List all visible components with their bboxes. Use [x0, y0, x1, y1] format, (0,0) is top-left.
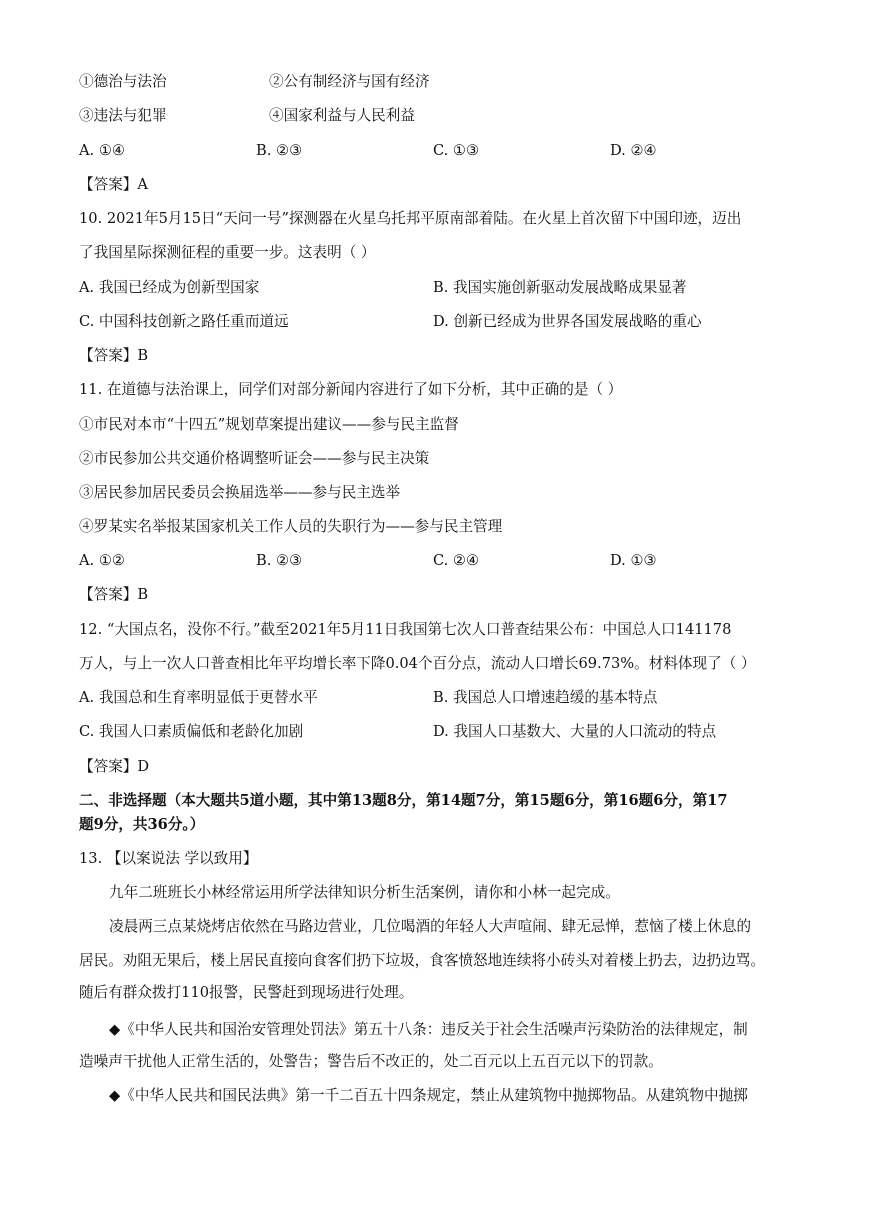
- item-3: ③违法与犯罪: [79, 107, 167, 124]
- q11-item-2: ②市民参加公共交通价格调整听证会——参与民主决策: [79, 450, 430, 467]
- item-2: ②公有制经济与国有经济: [269, 73, 430, 90]
- q13-case-line1: 凌晨两三点某烧烤店依然在马路边营业，几位喝酒的年轻人大声喧闹、肆无忌惮，惹恼了楼上休息的: [109, 918, 752, 935]
- q12-option-a: A. 我国总和生育率明显低于更替水平: [79, 689, 318, 706]
- q11-item-4: ④罗某实名举报某国家机关工作人员的失职行为——参与民主管理: [79, 518, 503, 535]
- q13-title: 13. 【以案说法 学以致用】: [79, 850, 258, 867]
- q9-option-c: C. ①③: [433, 142, 480, 159]
- q12-stem-line2: 万人，与上一次人口普查相比年平均增长率下降0.04个百分点，流动人口增长69.73%。材料体现了（ ）: [79, 655, 756, 672]
- q11-option-a: A. ①②: [79, 552, 125, 569]
- q10-answer: 【答案】B: [79, 347, 149, 364]
- q13-law1-line1: ◆《中华人民共和国治安管理处罚法》第五十八条：违反关于社会生活噪声污染防治的法律规定，制: [109, 1021, 748, 1038]
- q12-option-b: B. 我国总人口增速趋缓的基本特点: [433, 689, 658, 706]
- q13-law1-line2: 造噪声干扰他人正常生活的，处警告；警告后不改正的，处二百元以上五百元以下的罚款。: [79, 1053, 663, 1070]
- q12-option-c: C. 我国人口素质偏低和老龄化加剧: [79, 723, 304, 740]
- q12-stem-line1: 12. “大国点名，没你不行。”截至2021年5月11日我国第七次人口普查结果公布：中国总人口141178: [79, 621, 732, 638]
- q9-option-a: A. ①④: [79, 142, 125, 159]
- q12-answer: 【答案】D: [79, 758, 150, 775]
- q11-option-b: B. ②③: [256, 552, 303, 569]
- q11-option-d: D. ①③: [610, 552, 657, 569]
- q11-stem: 11. 在道德与法治课上，同学们对部分新闻内容进行了如下分析，其中正确的是（ ）: [79, 381, 623, 398]
- q10-option-a: A. 我国已经成为创新型国家: [79, 279, 260, 296]
- q10-stem-line2: 了我国星际探测征程的重要一步。这表明（ ）: [79, 244, 376, 261]
- q13-case-line2: 居民。劝阻无果后，楼上居民直接向食客们扔下垃圾，食客愤怒地连续将小砖头对着楼上扔去，边扔边骂。: [79, 952, 765, 969]
- q10-stem-line1: 10. 2021年5月15日“天问一号”探测器在火星乌托邦平原南部着陆。在火星上首次留下中国印迹，迈出: [79, 210, 742, 227]
- item-1: ①德治与法治: [79, 73, 167, 90]
- q11-item-3: ③居民参加居民委员会换届选举——参与民主选举: [79, 484, 401, 501]
- q10-option-d: D. 创新已经成为世界各国发展战略的重心: [433, 313, 702, 330]
- section-heading-line2: 题9分，共36分。）: [79, 816, 205, 833]
- q13-case-line3: 随后有群众拨打110报警，民警赶到现场进行处理。: [79, 984, 414, 1001]
- q10-option-b: B. 我国实施创新驱动发展战略成果显著: [433, 279, 687, 296]
- section-heading-line1: 二、非选择题（本大题共5道小题，其中第13题8分，第14题7分，第15题6分，第16题6分，第17: [79, 792, 728, 809]
- q9-answer: 【答案】A: [79, 176, 148, 193]
- q9-option-b: B. ②③: [256, 142, 303, 159]
- q10-option-c: C. 中国科技创新之路任重而道远: [79, 313, 289, 330]
- q11-item-1: ①市民对本市“十四五”规划草案提出建议——参与民主监督: [79, 416, 459, 433]
- q11-option-c: C. ②④: [433, 552, 480, 569]
- q11-answer: 【答案】B: [79, 586, 149, 603]
- q9-option-d: D. ②④: [610, 142, 657, 159]
- q13-intro: 九年二班班长小林经常运用所学法律知识分析生活案例，请你和小林一起完成。: [109, 884, 620, 901]
- item-4: ④国家利益与人民利益: [269, 107, 415, 124]
- q12-option-d: D. 我国人口基数大、大量的人口流动的特点: [433, 723, 717, 740]
- q13-law2-line1: ◆《中华人民共和国民法典》第一千二百五十四条规定，禁止从建筑物中抛掷物品。从建筑物中抛掷: [109, 1087, 748, 1104]
